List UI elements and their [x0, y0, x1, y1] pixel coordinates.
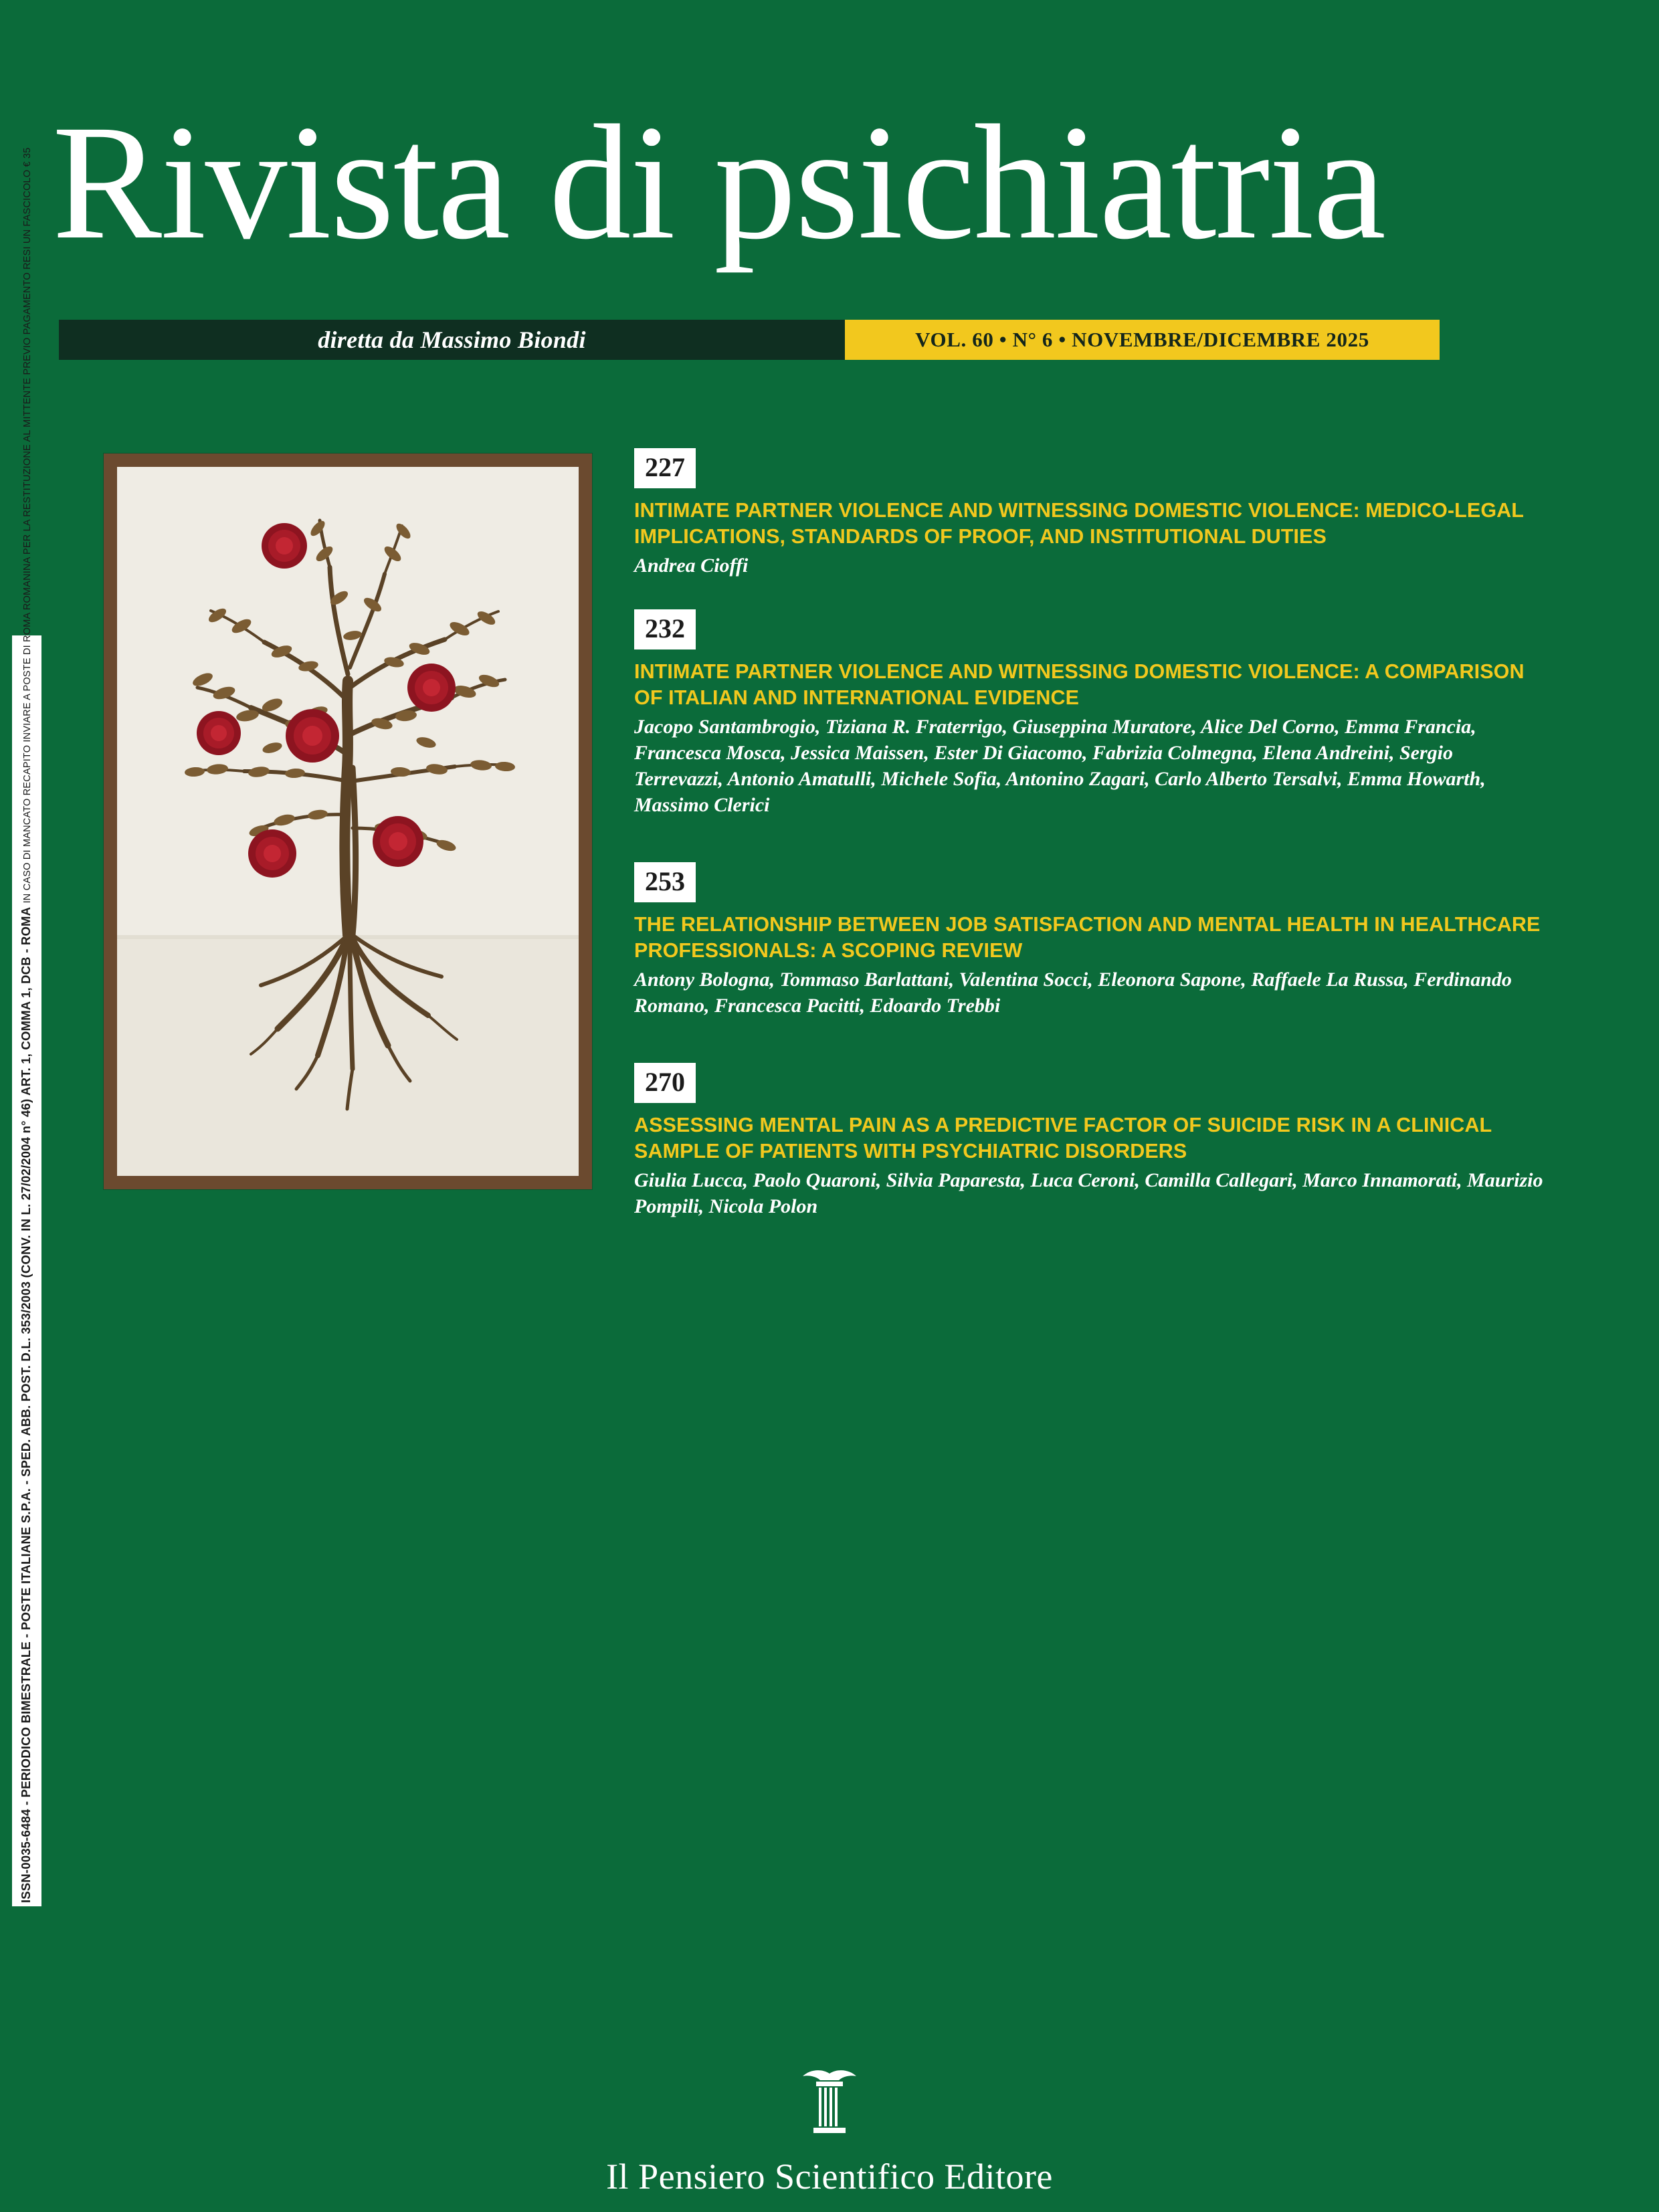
toc-entry[interactable] [634, 448, 1544, 579]
article-authors: Antony Bologna, Tommaso Barlattani, Valentina Socci, Eleonora Sapone, Raffaele La Russa, Ferdinando Romano, Francesca Pacitti, Edoardo Trebbi [634, 969, 1512, 1017]
toc-spacer [634, 1049, 1544, 1063]
toc-entry[interactable] [634, 1063, 1544, 1219]
page-number-badge: 253 [634, 862, 696, 902]
cover-artwork-frame [117, 467, 579, 1176]
masthead-bar [59, 320, 1440, 360]
issue-line: VOL. 60 • N° 6 • NOVEMBRE/DICEMBRE 2025 [915, 328, 1369, 351]
legal-side-strip [12, 147, 41, 1906]
article-title: INTIMATE PARTNER VIOLENCE AND WITNESSING DOMESTIC VIOLENCE: MEDICO-LEGAL IMPLICATIONS, STANDARDS OF PROOF, AND INSTITUTIONAL DUTIES [634, 499, 1524, 548]
article-title: THE RELATIONSHIP BETWEEN JOB SATISFACTION AND MENTAL HEALTH IN HEALTHCARE PROFESSIONALS: A SCOPING REVIEW [634, 913, 1541, 963]
toc-spacer [634, 849, 1544, 862]
journal-title: Rivista di psichiatria [52, 92, 1385, 274]
tree-sculpture-illustration [117, 467, 579, 1176]
ionic-column-icon [0, 2060, 1659, 2144]
page-number-badge: 232 [634, 609, 696, 649]
publisher-block [0, 2060, 1659, 2197]
return-notice-text: IN CASO DI MANCATO RECAPITO INVIARE A POSTE DI ROMA ROMANINA PER LA RESTITUZIONE AL MITTENTE PREVIO PAGAMENTO RESI UN FASCICOLO € 35 [22, 147, 33, 904]
issue-bar [845, 320, 1440, 360]
editor-line: diretta da Massimo Biondi [318, 326, 586, 353]
cover-artwork [104, 454, 592, 1189]
toc-entry[interactable] [634, 862, 1544, 1019]
ionic-column-svg [789, 2060, 870, 2140]
page-number-badge: 227 [634, 448, 696, 488]
legal-side-strip-text [11, 147, 42, 1903]
toc-entry[interactable] [634, 609, 1544, 818]
article-authors: Giulia Lucca, Paolo Quaroni, Silvia Paparesta, Luca Ceroni, Camilla Callegari, Marco Innamorati, Maurizio Pompili, Nicola Polon [634, 1169, 1543, 1218]
article-authors: Andrea Cioffi [634, 555, 749, 577]
masthead [0, 0, 1659, 375]
table-of-contents [634, 448, 1544, 1250]
page-number-badge: 270 [634, 1063, 696, 1103]
publisher-name: Il Pensiero Scientifico Editore [606, 2156, 1053, 2197]
article-authors: Jacopo Santambrogio, Tiziana R. Fraterrigo, Giuseppina Muratore, Alice Del Corno, Emma Francia, Francesca Mosca, Jessica Maissen, Ester Di Giacomo, Fabrizia Colmegna, Elena Andreini, Sergio Terrevazzi, Antonio Amatulli, Michele Sofia, Antonino Zagari, Carlo Alberto Tersalvi, Emma Howarth, Massimo Clerici [634, 716, 1486, 817]
article-title: ASSESSING MENTAL PAIN AS A PREDICTIVE FACTOR OF SUICIDE RISK IN A CLINICAL SAMPLE OF PATIENTS WITH PSYCHIATRIC DISORDERS [634, 1114, 1492, 1163]
issn-legal-text: ISSN-0035-6484 - PERIODICO BIMESTRALE - POSTE ITALIANE S.P.A. - SPED. ABB. POST. D.L. 353/2003 (CONV. IN L. 27/02/2004 n° 46) ART. 1, COMMA 1, DCB - ROMA [19, 906, 33, 1903]
article-title: INTIMATE PARTNER VIOLENCE AND WITNESSING DOMESTIC VIOLENCE: A COMPARISON OF ITALIAN AND INTERNATIONAL EVIDENCE [634, 660, 1525, 710]
editor-bar [59, 320, 845, 360]
